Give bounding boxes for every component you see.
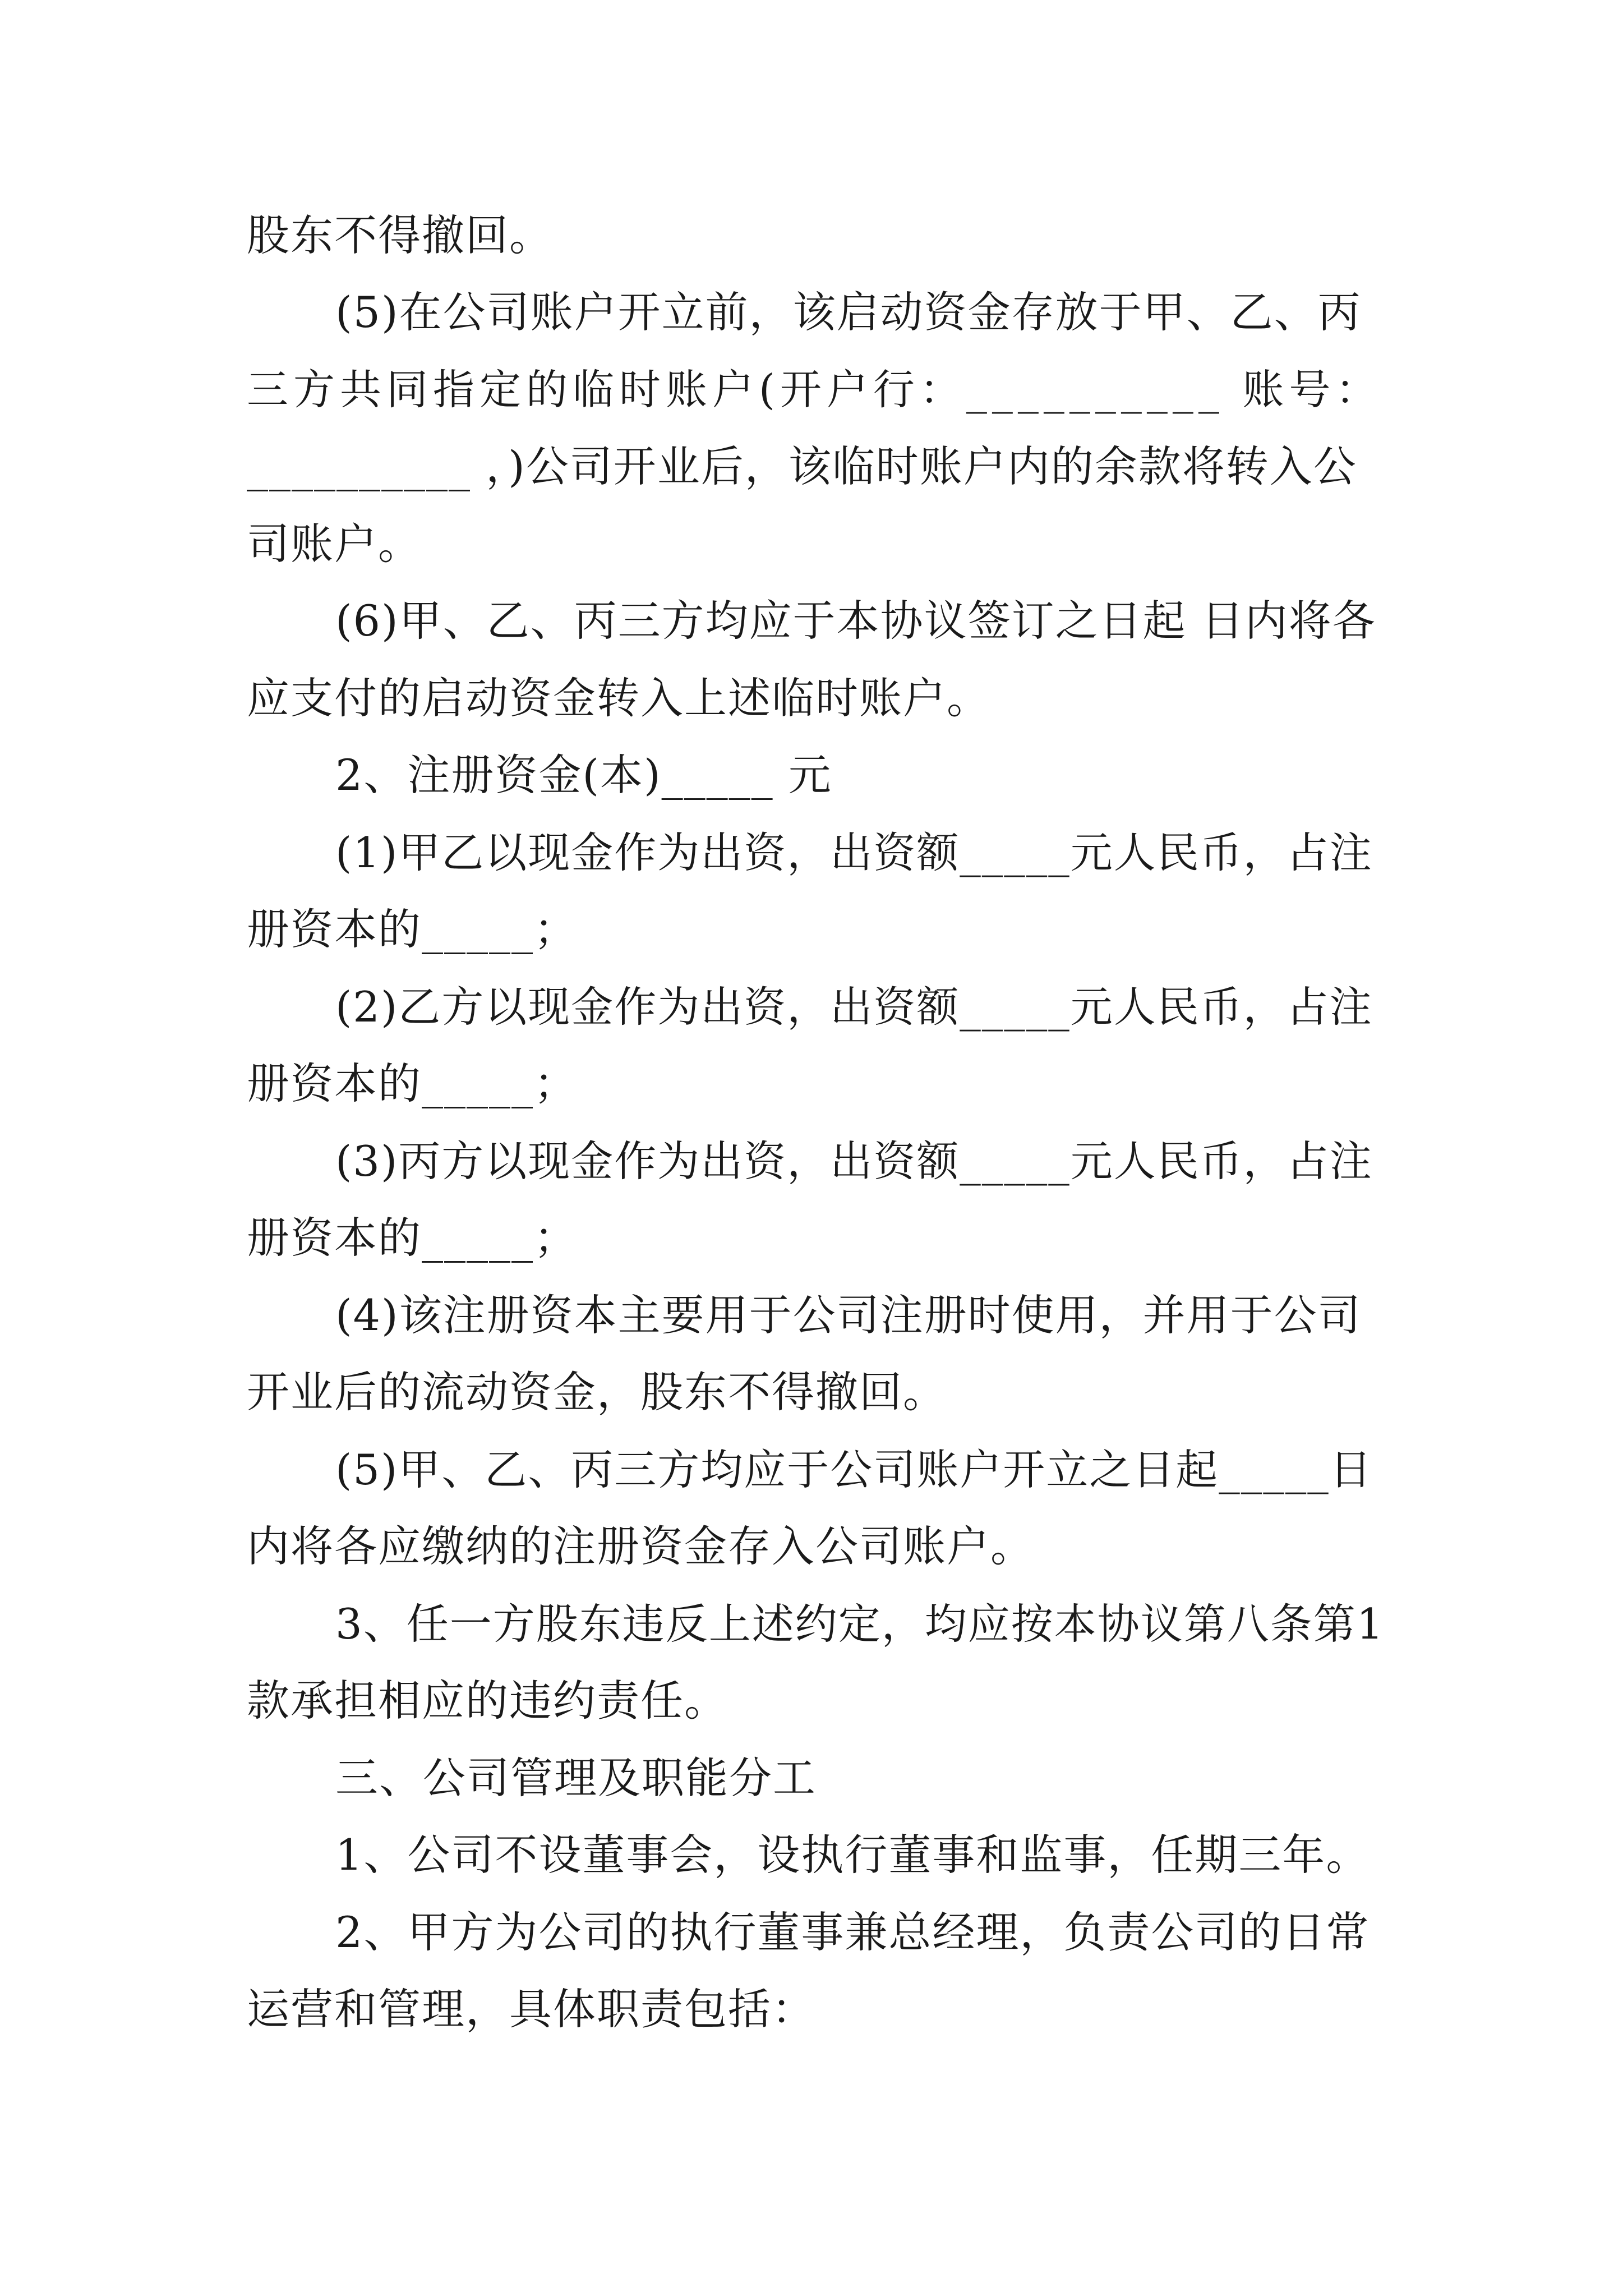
text-line: 开业后的流动资金，股东不得撤回。	[247, 1367, 947, 1417]
text-line: 2、注册资金(本)_____ 元	[335, 750, 832, 800]
text-line: (5)甲、乙、丙三方均应于公司账户开立之日起_____日	[335, 1445, 1373, 1494]
section-heading: 三、公司管理及职能分工	[335, 1753, 817, 1803]
text-line: 应支付的启动资金转入上述临时账户。	[247, 673, 990, 723]
text-line: __________ ，)公司开业后，该临时账户内的余款将转入公	[247, 441, 1357, 491]
text-line: (1)甲乙以现金作为出资，出资额_____元人民币，占注	[335, 828, 1373, 877]
text-line: 三方共同指定的临时账户(开户行：__________ 账号：	[247, 366, 1382, 414]
text-line: 2、甲方为公司的执行董事兼总经理，负责公司的日常	[335, 1907, 1370, 1957]
text-line: 股东不得撤回。	[247, 210, 553, 260]
text-line: 运营和管理，具体职责包括：	[247, 1984, 815, 2034]
text-line: 册资本的_____；	[247, 1059, 578, 1108]
text-line: 册资本的_____；	[247, 1213, 578, 1263]
text-line: (6)甲、乙、丙三方均应于本协议签订之日起 日内将各	[335, 596, 1376, 646]
text-line: 款承担相应的违约责任。	[247, 1676, 728, 1726]
text-line: (4)该注册资本主要用于公司注册时使用，并用于公司	[335, 1290, 1362, 1340]
text-line: 司账户。	[247, 519, 422, 569]
text-line: 内将各应缴纳的注册资金存入公司账户。	[247, 1521, 1034, 1571]
text-line: 1、公司不设董事会，设执行董事和监事，任期三年。	[335, 1830, 1370, 1880]
text-line: (5)在公司账户开立前，该启动资金存放于甲、乙、丙	[335, 287, 1362, 337]
text-line: (2)乙方以现金作为出资，出资额_____元人民币，占注	[335, 982, 1373, 1032]
text-line: 3、任一方股东违反上述约定，均应按本协议第八条第1	[335, 1599, 1385, 1649]
text-line: (3)丙方以现金作为出资，出资额_____元人民币，占注	[335, 1137, 1373, 1186]
text-line: 册资本的_____；	[247, 904, 578, 954]
